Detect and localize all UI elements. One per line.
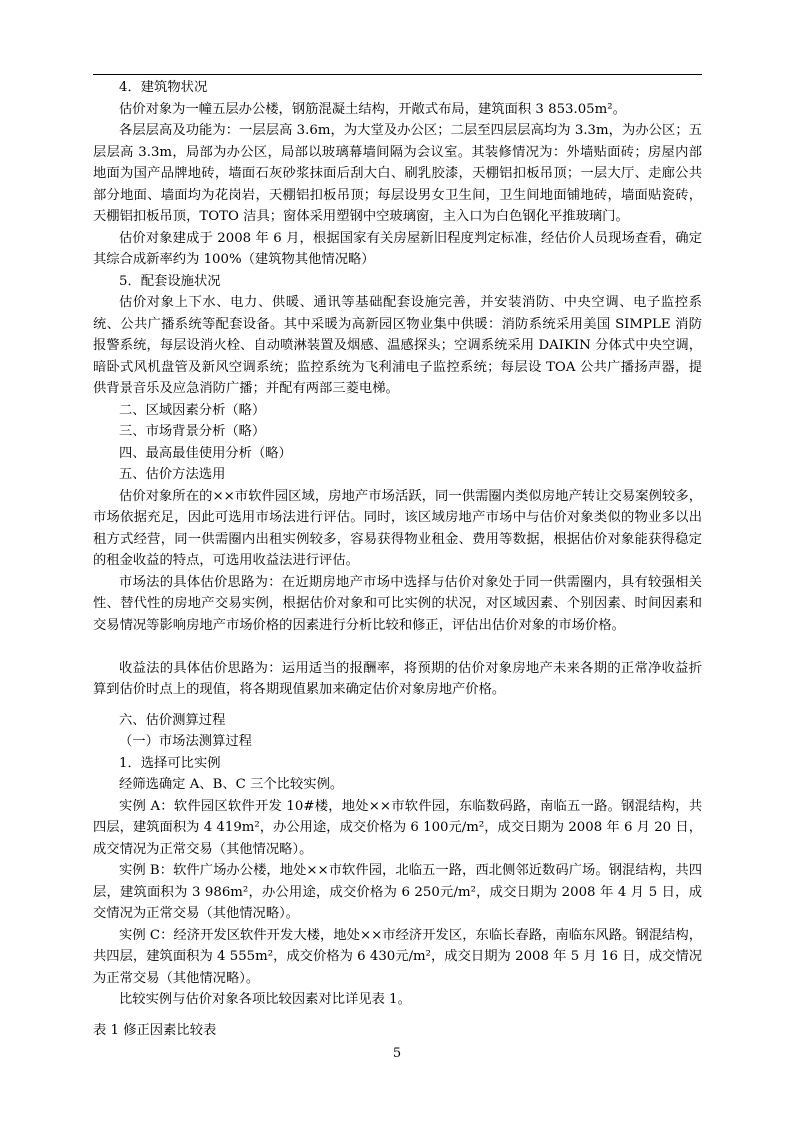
page-number: 5 [392,1046,402,1061]
heading-highest-best-use: 四、最高最佳使用分析（略） [119,445,292,461]
paragraph: 估价对象上下水、电力、供暖、通讯等基础配套设施完善，并安装消防、中央空调、电子监控系统、公共广播系统等配套设备。其中采暖为高新园区物业集中供暖：消防系统采用美国 SIMPLE 消防报警系统，每层设消火栓、自动喷淋装置及烟感、温感探头；空调系统采用 DAIKIN 分体式中央空调，暗卧式风机盘管及新风空调系统；监控系统为飞利浦电子监控系统；每层设 TOA 公共广播扬声器，提供背景音乐及应急消防广播；并配有两部三菱电梯。 [93,295,702,396]
paragraph: 市场法的具体估价思路为：在近期房地产市场中选择与估价对象处于同一供需圈内，具有较强相关性、替代性的房地产交易实例，根据估价对象和可比实例的状况，对区域因素、个别因素、时间因素和交易情况等影响房地产市场价格的因素进行分析比较和修正，评估出估价对象的市场价格。 [93,574,702,633]
paragraph: 收益法的具体估价思路为：运用适当的报酬率，将预期的估价对象房地产未来各期的正常净收益折算到估价时点上的现值，将各期现值累加来确定估价对象房地产价格。 [93,660,702,697]
heading-building-status: 4．建筑物状况 [119,80,208,95]
header-rule [93,74,702,75]
heading-market-method: （一）市场法测算过程 [119,734,252,749]
paragraph: 估价对象为一幢五层办公楼，钢筋混凝土结构，开敞式布局，建筑面积 3 853.05m²。 [119,101,626,117]
heading-method-selection: 五、估价方法选用 [119,467,226,482]
document-body [93,77,702,1041]
paragraph: 比较实例与估价对象各项比较因素对比详见表 1。 [119,992,411,1007]
comparable-b: 实例 B：软件广场办公楼，地处××市软件园，北临五一路，西北侧邻近数码广场。钢混结构，共四层，建筑面积为 3 986m²，办公用途，成交价格为 6 250元/m²，成交日期为 2008 年 4 月 5 日，成交情况为正常交易（其他情况略）。 [93,863,702,921]
heading-select-comparables: 1．选择可比实例 [119,755,221,771]
heading-calculation-process: 六、估价测算过程 [119,712,226,728]
paragraph: 估价对象所在的××市软件园区域，房地产市场活跃，同一供需圈内类似房地产转让交易案例较多，市场依据充足，因此可选用市场法进行评估。同时，该区域房地产市场中与估价对象类似的物业多以出租方式经营，同一供需圈内出租实例较多，容易获得物业租金、费用等数据，根据估价对象能获得稳定的租金收益的特点，可选用收益法进行评估。 [93,488,702,568]
paragraph: 各层层高及功能为：一层层高 3.6m，为大堂及办公区；二层至四层层高均为 3.3m，为办公区；五层层高 3.3m，局部为办公区，局部以玻璃幕墙间隔为会议室。其装修情况为：外墙贴面砖；房屋内部地面为国产品牌地砖，墙面石灰砂浆抹面后刮大白、刷乳胶漆，天棚铝扣板吊顶；一层大厅、走廊公共部分地面、墙面均为花岗岩，天棚铝扣板吊顶；每层设男女卫生间，卫生间地面铺地砖，墙面贴瓷砖，天棚铝扣板吊顶，TOTO 洁具；窗体采用塑钢中空玻璃窗，主入口为白色钢化平推玻璃门。 [93,123,702,224]
paragraph: 估价对象建成于 2008 年 6 月，根据国家有关房屋新旧程度判定标准，经估价人员现场查看，确定其综合成新率约为 100%（建筑物其他情况略） [93,230,702,267]
heading-market-background: 三、市场背景分析（略） [119,424,266,439]
heading-regional-factors: 二、区域因素分析（略） [119,402,266,418]
heading-facilities-status: 5．配套设施状况 [119,273,221,289]
paragraph: 经筛选确定 A、B、C 三个比较实例。 [119,777,344,792]
comparable-a: 实例 A：软件园区软件开发 10#楼，地处××市软件园，东临数码路，南临五一路。钢混结构，共四层，建筑面积为 4 419m²，办公用途，成交价格为 6 100元/m²，成交日期为 2008 年 6 月 20 日，成交情况为正常交易（其他情况略）。 [93,798,702,857]
comparable-c: 实例 C：经济开发区软件开发大楼，地处××市经济开发区，东临长春路，南临东风路。钢混结构，共四层，建筑面积为 4 555m²，成交价格为 6 430元/m²，成交日期为 2008 年 5 月 16 日，成交情况为正常交易（其他情况略）。 [93,927,702,986]
table-caption: 表 1 修正因素比较表 [93,1022,217,1038]
